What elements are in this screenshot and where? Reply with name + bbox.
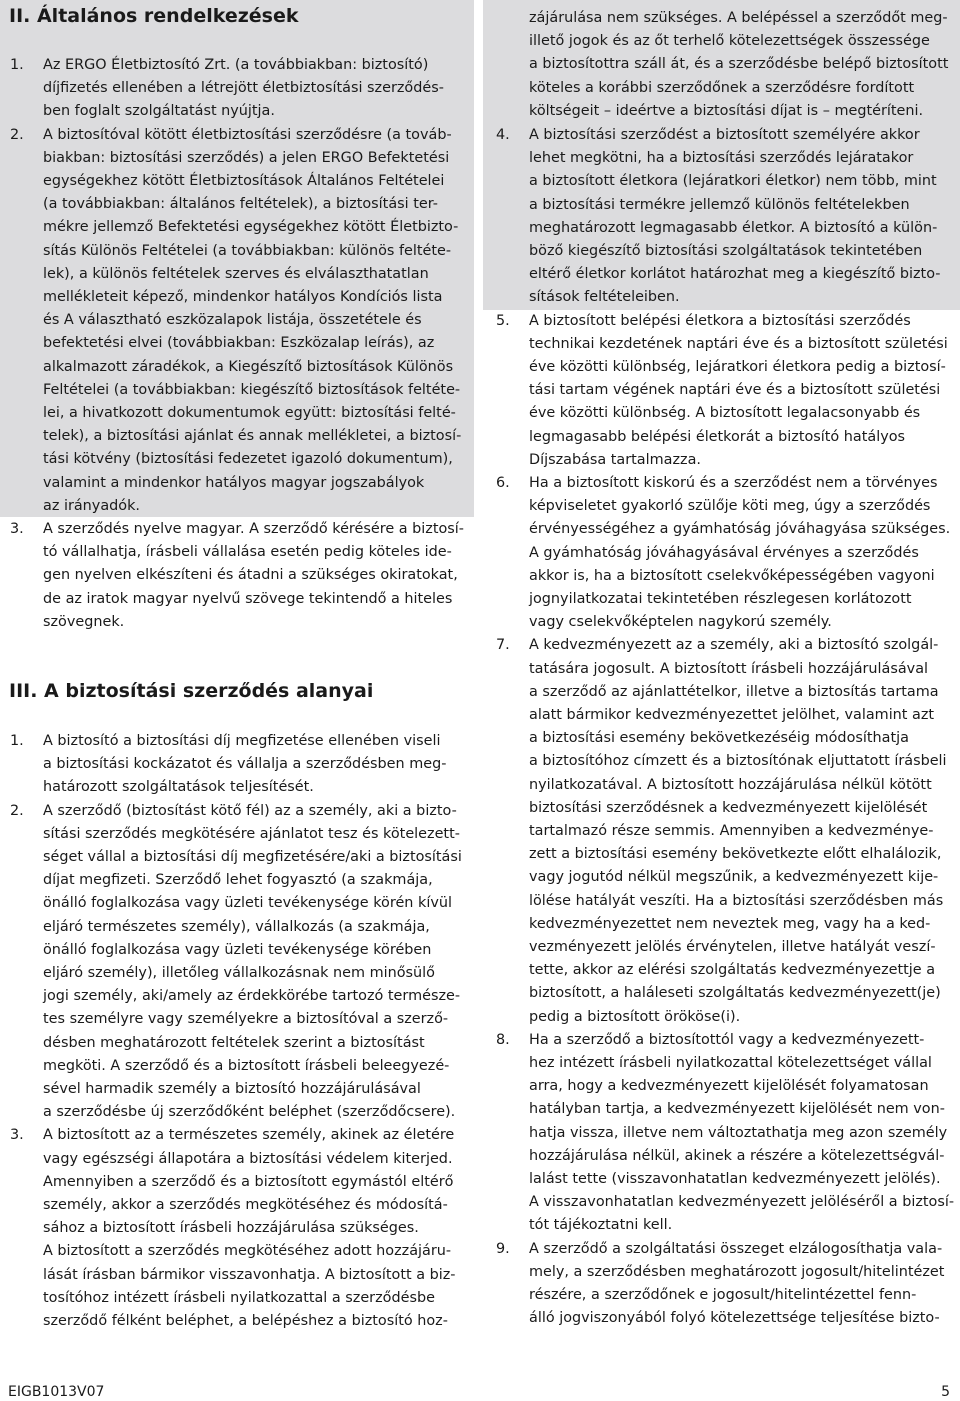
right-item-line: lölése hatályát veszíti. Ha a biztosítási szerződésben más xyxy=(529,892,944,909)
general-item-line: ben foglalt szolgáltatást nyújtja. xyxy=(43,103,275,120)
parties-item-line: A biztosított a szerződés megkötéséhez adott hozzájáru- xyxy=(43,1243,452,1260)
continued-line: köteles a korábbi szerződőnek a szerződésre fordított xyxy=(529,79,915,96)
right-item-line: nyilatkozatával. A biztosított hozzájárulása nélkül kötött xyxy=(529,776,932,793)
right-item-line: a szerződő az ajánlattételkor, illetve a biztosítás tartama xyxy=(529,683,939,700)
general-item-line: A biztosítóval kötött életbiztosítási szerződésre (a továb- xyxy=(43,126,452,143)
parties-item-line: határozott szolgáltatások teljesítését. xyxy=(43,779,314,796)
right-item-line: hez intézett írásbeli nyilatkozattal kötelezettséget vállal xyxy=(529,1055,932,1071)
right-item-line: tási tartam végének naptári éve és a biztosított születési xyxy=(529,382,941,399)
right-item-line: eltérő életkor korlátot határozhat meg a kiegészítő bizto- xyxy=(529,266,941,283)
parties-item-line: önálló foglalkozása vagy üzleti tevékenysége körén kívül xyxy=(43,895,452,912)
parties-item-number: 2. xyxy=(10,802,24,819)
parties-item-line: sítási szerződés megkötésére ajánlatot tesz és kötelezett- xyxy=(43,825,460,842)
general-item-line: lek), a különös feltételek szerves és elválaszthatatlan xyxy=(43,265,429,282)
right-item-line: álló jogviszonyából folyó kötelezettsége teljesítése bizto- xyxy=(529,1310,940,1327)
parties-item-line: eljáró személy), illetőleg vállalkozásnak nem minősülő xyxy=(43,965,435,981)
right-item-line: jognyilatkozatai tekintetében részlegesen korlátozott xyxy=(529,591,912,607)
right-item-line: tartalmazó része semmis. Amennyiben a kedvezménye- xyxy=(529,823,934,839)
general-item-line: mékre jellemző Befektetési egységekhez kötött Életbizto- xyxy=(43,219,459,236)
right-item-line: részére, a szerződőnek e jogosult/hitelintézettel fenn- xyxy=(529,1287,917,1303)
right-item-line: Díjszabása tartalmazza. xyxy=(529,451,701,468)
right-item-line: sítások feltételeiben. xyxy=(529,289,680,306)
right-item-line: alatt bármikor kedvezményezettet jelölhet, valamint azt xyxy=(529,707,935,723)
parties-item-line: vagy egészségi állapotára a biztosítási védelem kiterjed. xyxy=(43,1150,453,1167)
continued-line: költségeit – ideértve a biztosítási díjat is – megtéríteni. xyxy=(529,102,924,119)
continued-line: a biztosítottra száll át, és a szerződésbe belépő biztosított xyxy=(529,56,949,73)
right-item-line: mely, a szerződésben meghatározott jogosult/hitelintézet xyxy=(529,1263,945,1280)
right-item-line: hozzájárulása nélkül, akinek a részére a kötelezettségvál- xyxy=(529,1147,945,1164)
general-item-line: telek), a biztosítási ajánlat és annak mellékletei, a biztosí- xyxy=(43,428,462,445)
general-item-line: tási kötvény (biztosítási fedezetet igazoló dokumentum), xyxy=(43,451,453,468)
right-item-line: a biztosítóhoz címzett és a biztosítónak eljuttatott írásbeli xyxy=(529,753,947,770)
right-item-number: 4. xyxy=(496,127,510,143)
right-item-number: 5. xyxy=(496,312,510,329)
right-item-line: vagy cselekvőképtelen nagykorú személy. xyxy=(529,614,832,631)
right-item-number: 9. xyxy=(496,1240,510,1257)
right-item-line: zett a biztosítási esemény bekövetkezte előtt elhalálozik, xyxy=(529,846,942,863)
section-heading: II. Általános rendelkezések xyxy=(9,5,299,27)
parties-item-line: szerződő félként beléphet, a belépéshez a biztosító hoz- xyxy=(43,1313,448,1329)
parties-item-line: lását írásban bármikor visszavonhatja. A biztosított a biz- xyxy=(43,1266,456,1283)
general-item-line: egységekhez kötött Életbiztosítások Általános Feltételei xyxy=(43,173,445,189)
parties-item-line: désben meghatározott feltételek szerint a biztosítást xyxy=(43,1034,425,1051)
parties-item-line: a biztosítási kockázatot és vállalja a szerződésben meg- xyxy=(43,756,447,773)
parties-item-line: díjat megfizeti. Szerződő lehet fogyasztó (a szakmája, xyxy=(43,872,433,889)
right-item-line: biztosított, a haláleseti szolgáltatás kedvezményezett(je) xyxy=(529,985,941,1002)
right-item-line: A visszavonhatatlan kedvezményezett jelöléséről a biztosí- xyxy=(529,1194,955,1211)
right-item-line: akkor is, ha a biztosított cselekvőképességében vagyoni xyxy=(529,567,935,584)
right-item-line: arra, hogy a kedvezményezett kijelölését folyamatosan xyxy=(529,1078,929,1095)
right-item-line: éve közötti különbség, lejáratkori életkora pedig a biztosí- xyxy=(529,359,946,375)
parties-item-line: személy, akkor a szerződés megkötéséhez és módosítá- xyxy=(43,1197,448,1213)
parties-item-line: tosítóhoz intézett írásbeli nyilatkozattal a szerződésbe xyxy=(43,1289,435,1306)
right-item-line: lehet megkötni, ha a biztosítási szerződés lejáratakor xyxy=(529,150,914,167)
general-item-line: díjfizetés ellenében a létrejött életbiztosítási szerződés- xyxy=(43,80,444,97)
document-code: EIGB1013V07 xyxy=(8,1384,105,1400)
continued-line: illető jogok és az őt terhelő kötelezettségek összessége xyxy=(529,33,930,50)
right-item-number: 6. xyxy=(496,475,510,491)
right-item-line: vezményezett jelölés érvénytelen, illetve hatályát veszí- xyxy=(529,939,936,955)
right-item-line: A biztosítási szerződést a biztosított személyére akkor xyxy=(529,127,920,143)
right-item-line: technikai kezdetének naptári éve és a biztosított születési xyxy=(529,335,948,352)
general-item-line: (a továbbiakban: általános feltételek), a biztosítási ter- xyxy=(43,196,438,213)
general-item-line: gen nyelven elkészíteni és átadni a szükséges okiratokat, xyxy=(43,567,458,584)
parties-item-line: Amennyiben a szerződő és a biztosított egymástól eltérő xyxy=(43,1173,454,1190)
general-item-line: szövegnek. xyxy=(43,613,125,630)
right-item-line: Ha a szerződő a biztosítottól vagy a kedvezményezett- xyxy=(529,1031,925,1048)
general-item-line: alkalmazott záradékok, a Kiegészítő biztosítások Különös xyxy=(43,358,454,375)
parties-item-line: a szerződésbe új szerződőként beléphet (szerződőcsere). xyxy=(43,1104,456,1121)
right-item-line: meghatározott legmagasabb életkor. A biztosító a külön- xyxy=(529,219,938,236)
right-item-line: A gyámhatóság jóváhagyásával érvényes a szerződés xyxy=(529,544,919,561)
right-item-line: tette, akkor az elérési szolgáltatás kedvezményezettje a xyxy=(529,962,936,979)
parties-item-number: 1. xyxy=(10,733,24,749)
general-item-line: lei, a hivatkozott dokumentumok együtt: biztosítási felté- xyxy=(43,405,456,421)
right-item-line: hatályban tartja, a kedvezményezett kijelölését nem von- xyxy=(529,1101,945,1118)
parties-item-line: jogi személy, aki/amely az érdekkörébe tartozó természe- xyxy=(43,988,461,1005)
general-item-number: 2. xyxy=(10,126,24,143)
right-item-line: érvényességéhez a gyámhatóság jóváhagyása szükséges. xyxy=(529,521,951,538)
continued-line: zájárulása nem szükséges. A belépéssel a szerződőt meg- xyxy=(529,10,948,26)
parties-item-line: tes személyre vagy személyekre a biztosítóval a szerző- xyxy=(43,1011,449,1028)
right-item-line: legmagasabb belépési életkorát a biztosító hatályos xyxy=(529,428,906,445)
right-item-line: A kedvezményezett az a személy, aki a biztosító szolgál- xyxy=(529,637,939,654)
section-heading: III. A biztosítási szerződés alanyai xyxy=(9,680,374,702)
parties-item-line: eljáró természetes személy), vállalkozás (a szakmája, xyxy=(43,918,430,935)
parties-item-line: önálló foglalkozása vagy üzleti tevékenysége körében xyxy=(43,941,432,958)
general-item-line: Feltételei (a továbbiakban: kiegészítő biztosítások feltéte- xyxy=(43,381,461,398)
right-item-line: Ha a biztosított kiskorú és a szerződést nem a törvényes xyxy=(529,475,938,491)
parties-item-line: megköti. A szerződő és a biztosított írásbeli beleegyezé- xyxy=(43,1057,450,1074)
right-item-number: 8. xyxy=(496,1031,510,1048)
right-item-line: pedig a biztosított örököse(i). xyxy=(529,1008,741,1025)
parties-item-line: A szerződő (biztosítást kötő fél) az a személy, aki a bizto- xyxy=(43,802,457,819)
page-number: 5 xyxy=(941,1384,950,1400)
right-item-line: tatására jogosult. A biztosított írásbeli hozzájárulásával xyxy=(529,660,929,677)
right-item-line: a biztosítási termékre jellemző különös feltételekben xyxy=(529,196,910,213)
general-item-line: mellékleteit képező, mindenkor hatályos Kondíciós lista xyxy=(43,289,443,305)
general-item-line: tó vállalhatja, írásbeli vállalása esetén pedig köteles ide- xyxy=(43,544,452,561)
right-item-line: képviseletet gyakorló szülője köti meg, úgy a szerződés xyxy=(529,498,931,515)
general-item-line: befektetési elvei (továbbiakban: Eszközalap leírás), az xyxy=(43,335,435,352)
parties-item-number: 3. xyxy=(10,1127,24,1144)
parties-item-line: A biztosító a biztosítási díj megfizetése ellenében viseli xyxy=(43,733,441,749)
parties-item-line: sához a biztosított írásbeli hozzájárulása szükséges. xyxy=(43,1220,419,1237)
general-item-line: valamint a mindenkor hatályos magyar jogszabályok xyxy=(43,474,425,491)
parties-item-line: sével harmadik személy a biztosító hozzájárulásával xyxy=(43,1081,421,1097)
right-item-line: kedvezményezettet nem neveztek meg, vagy ha a ked- xyxy=(529,915,931,932)
right-item-line: A biztosított belépési életkora a biztosítási szerződés xyxy=(529,312,911,329)
right-item-line: tót tájékoztatni kell. xyxy=(529,1217,673,1234)
parties-item-line: séget vállal a biztosítási díj megfizetésére/aki a biztosítási xyxy=(43,849,462,865)
right-item-line: biztosítási szerződésnek a kedvezményezett kijelölését xyxy=(529,799,928,816)
general-item-line: Az ERGO Életbiztosító Zrt. (a továbbiakban: biztosító) xyxy=(43,57,429,73)
right-item-line: vagy jogutód nélkül megszűnik, a kedvezményezett kije- xyxy=(529,869,939,886)
right-item-line: böző kiegészítő biztosítási szolgáltatások tekintetében xyxy=(529,243,923,259)
general-item-line: és A választható eszközalapok listája, összetétele és xyxy=(43,312,422,329)
right-item-line: éve közötti különbség. A biztosított legalacsonyabb és xyxy=(529,405,921,422)
general-item-line: az irányadók. xyxy=(43,497,140,514)
general-item-line: de az iratok magyar nyelvű szövege tekintendő a hiteles xyxy=(43,590,453,607)
general-item-number: 3. xyxy=(10,521,24,537)
right-item-line: hatja vissza, illetve nem változtathatja meg azon személy xyxy=(529,1124,948,1141)
right-item-line: a biztosítási esemény bekövetkezéséig módosíthatja xyxy=(529,730,909,747)
general-item-line: biakban: biztosítási szerződés) a jelen ERGO Befektetési xyxy=(43,149,450,166)
right-item-line: A szerződő a szolgáltatási összeget elzálogosíthatja vala- xyxy=(529,1240,943,1257)
right-item-line: lalást tette (visszavonhatatlan kedvezményezett jelölés). xyxy=(529,1171,941,1187)
right-item-number: 7. xyxy=(496,637,510,654)
parties-item-line: A biztosított az a természetes személy, akinek az életére xyxy=(43,1127,455,1144)
general-item-line: sítás Különös Feltételei (a továbbiakban: különös feltéte- xyxy=(43,242,452,259)
general-item-line: A szerződés nyelve magyar. A szerződő kérésére a biztosí- xyxy=(43,521,464,537)
general-item-number: 1. xyxy=(10,57,24,73)
right-item-line: a biztosított életkora (lejáratkori életkor) nem több, mint xyxy=(529,173,937,190)
